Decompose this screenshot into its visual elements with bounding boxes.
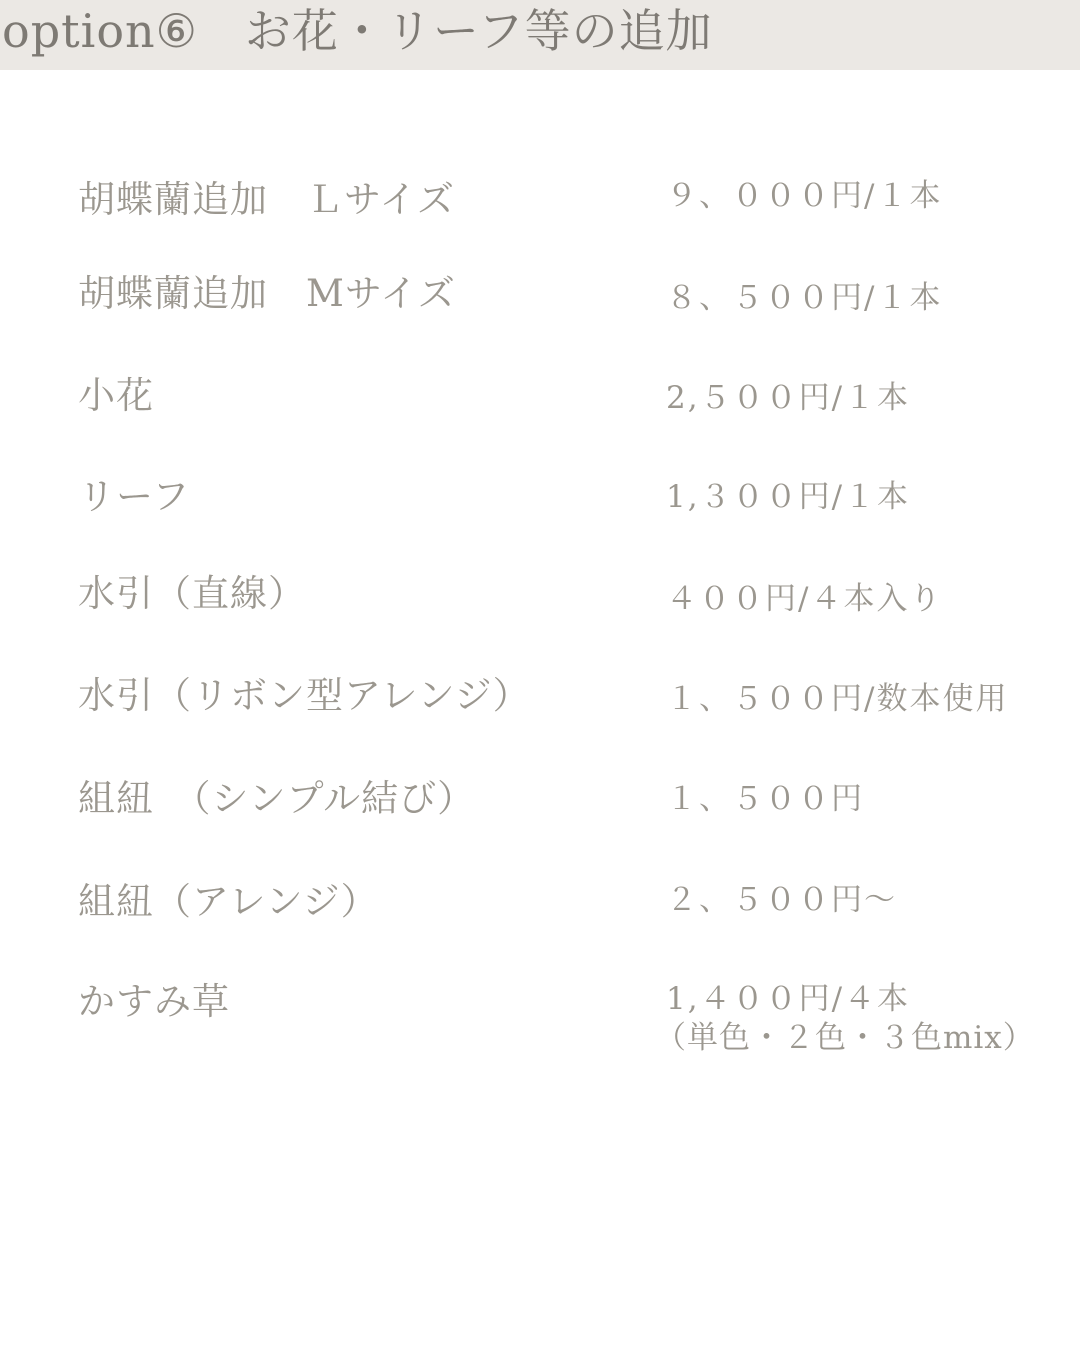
item-name: かすみ草: [78, 980, 230, 1023]
item-name: 水引（リボン型アレンジ）: [78, 674, 531, 717]
item-price: 1,４００円/４本: [666, 981, 911, 1017]
item-price: １、５００円: [666, 781, 864, 817]
item-price: ４００円/４本入り: [666, 581, 943, 617]
item-name: 胡蝶蘭追加 Mサイズ: [78, 272, 456, 315]
page-title: option⑥ お花・リーフ等の追加: [2, 4, 713, 58]
item-name: リーフ: [78, 475, 191, 518]
item-price: ９、０００円/１本: [666, 178, 943, 214]
item-name: 水引（直線）: [78, 572, 306, 615]
item-price: 2,５００円/１本: [666, 380, 911, 416]
item-price: １、５００円/数本使用: [666, 681, 1009, 717]
item-price-note: （単色・２色・３色mix）: [655, 1020, 1035, 1056]
item-price: 1,３００円/１本: [666, 479, 911, 515]
item-name: 小花: [78, 374, 154, 417]
item-price: ２、５００円〜: [666, 882, 897, 918]
item-name: 組紐（アレンジ）: [78, 880, 379, 923]
item-price: ８、５００円/１本: [666, 280, 943, 316]
item-name: 組紐 （シンプル結び）: [78, 777, 476, 820]
item-name: 胡蝶蘭追加 Ｌサイズ: [78, 178, 456, 221]
